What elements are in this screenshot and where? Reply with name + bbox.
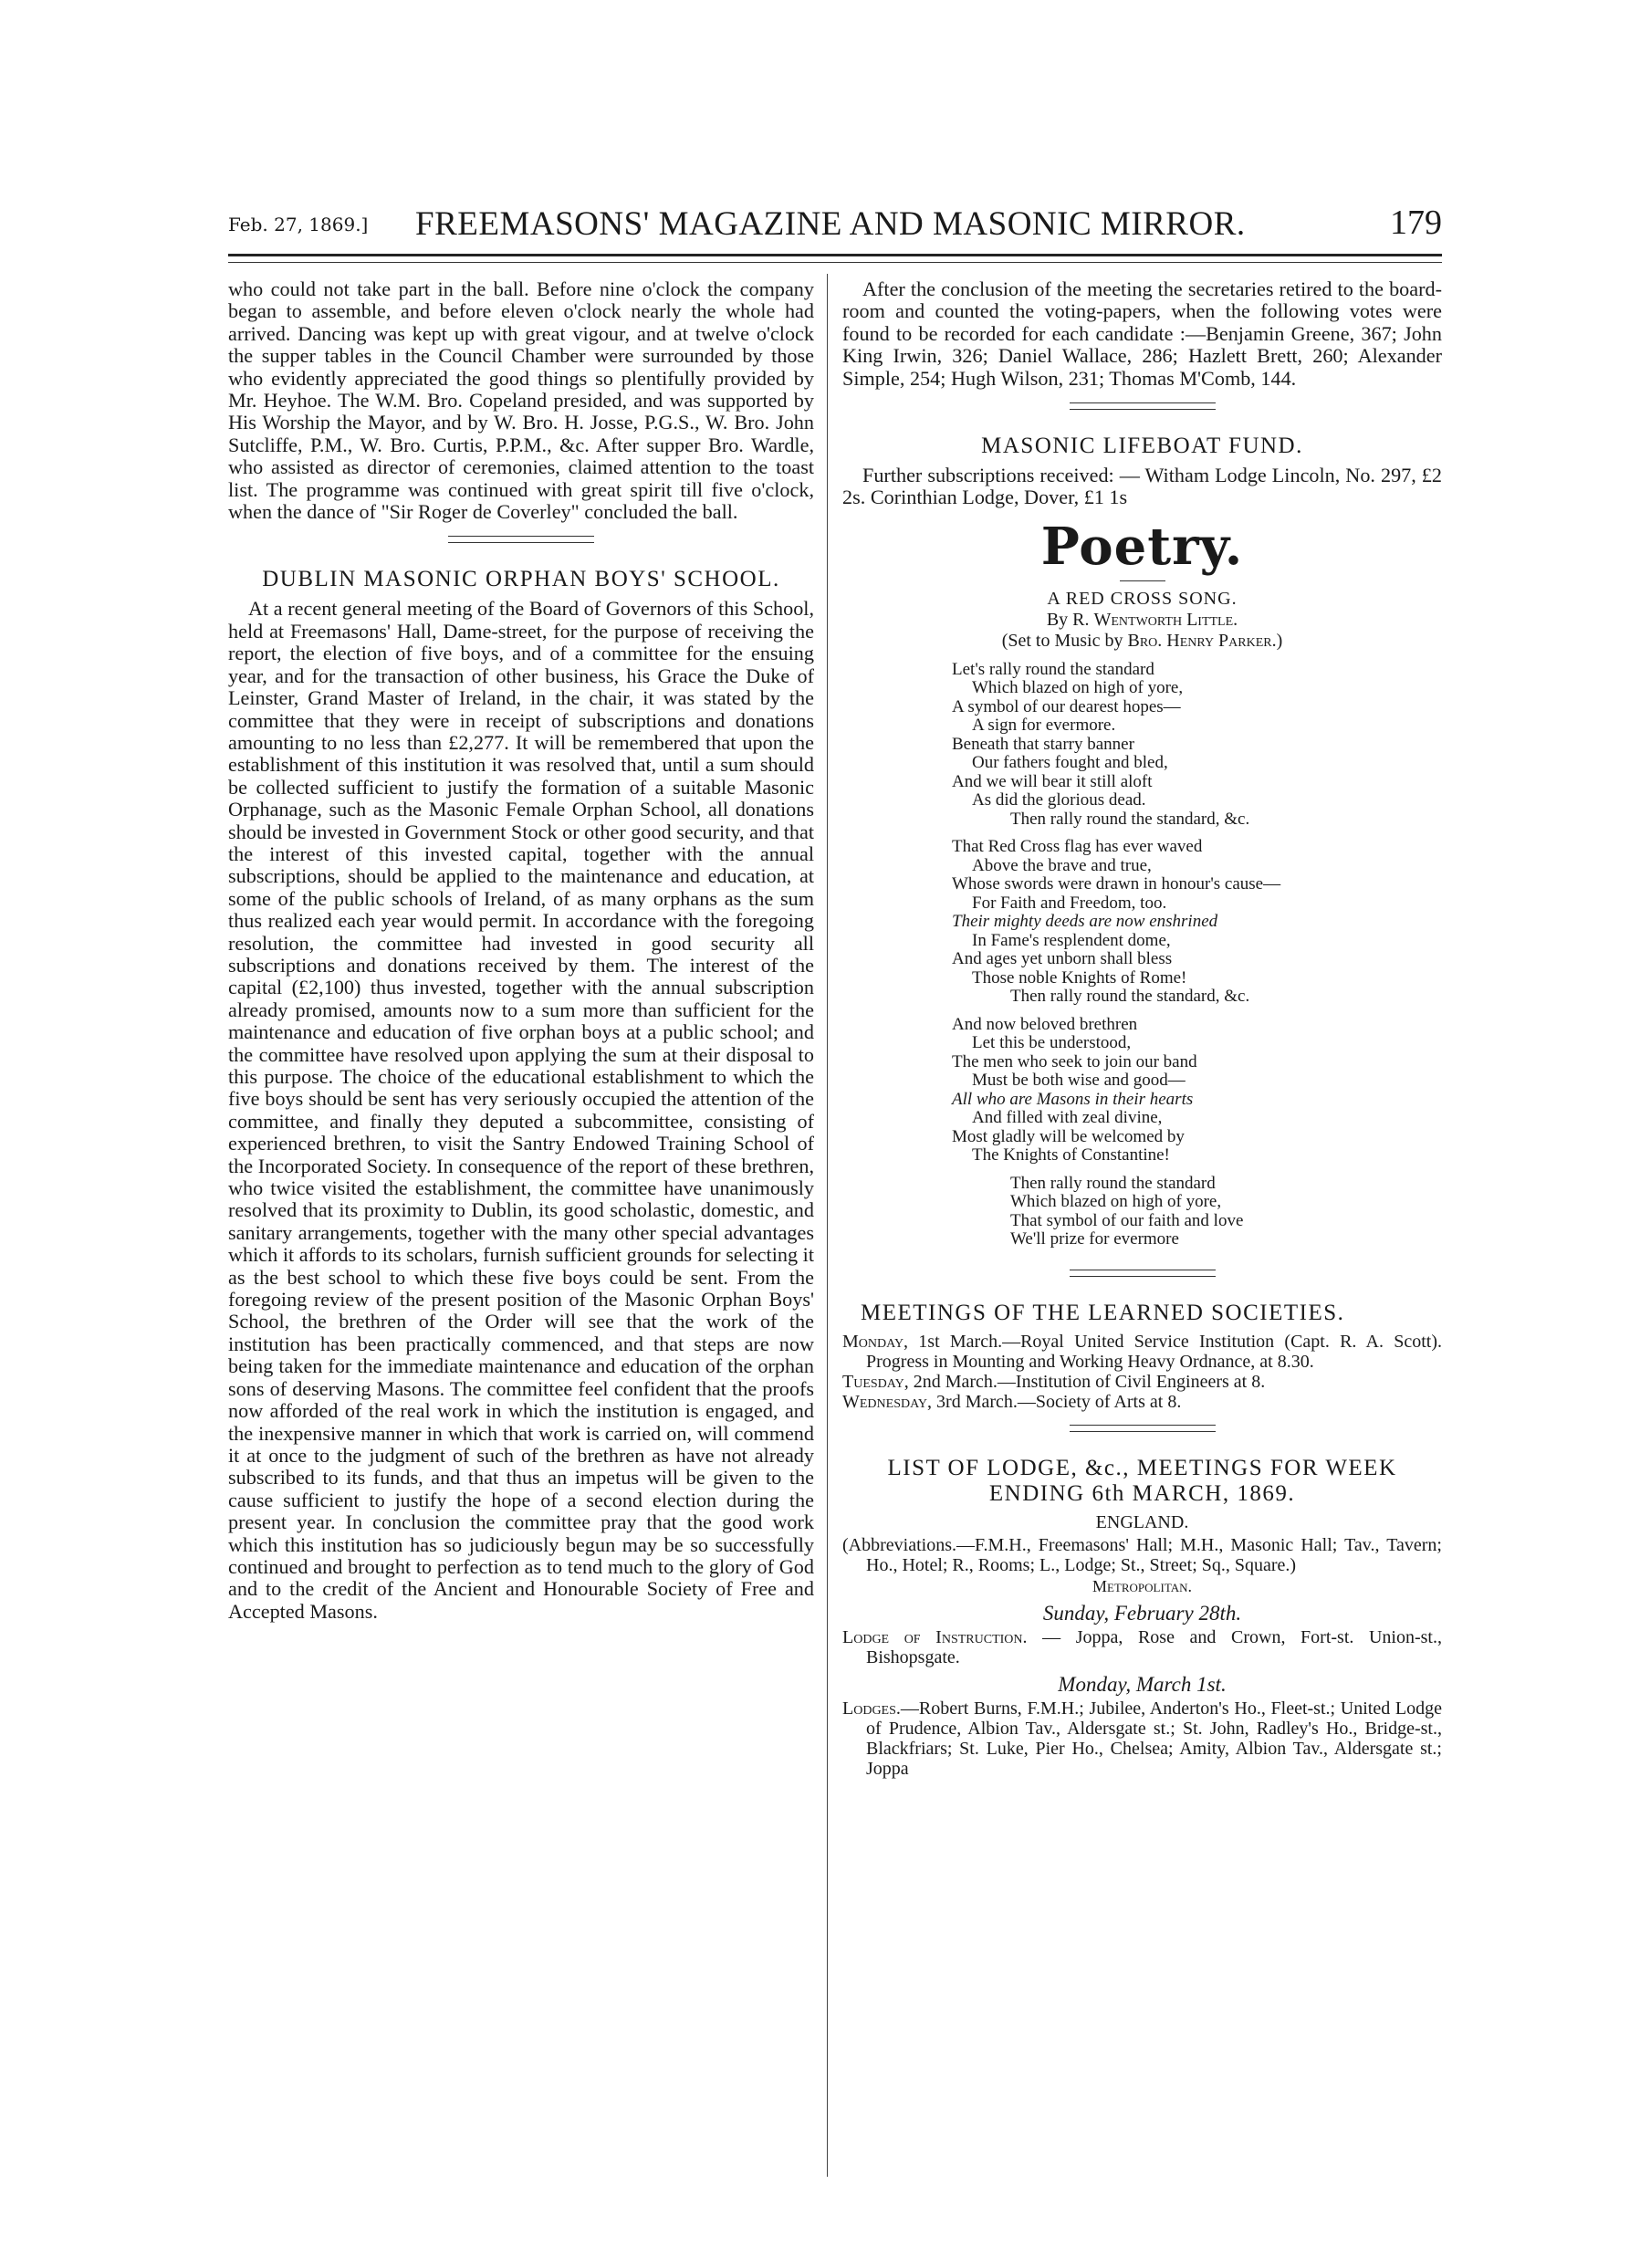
poem-line: Let this be understood, <box>972 1033 1132 1053</box>
society-text: 3rd March.—Society of Arts at 8. <box>936 1391 1182 1412</box>
lifeboat-heading: MASONIC LIFEBOAT FUND. <box>981 434 1303 459</box>
section-separator <box>1070 1425 1216 1432</box>
column-divider <box>827 274 828 2177</box>
header-rule-thick <box>228 254 1442 256</box>
chorus-line: Then rally round the standard, &c. <box>1010 809 1250 829</box>
society-day: Monday, <box>842 1331 909 1352</box>
poem-line: All who are Masons in their hearts <box>952 1089 1194 1109</box>
society-day: Wednesday, <box>842 1391 933 1412</box>
poem-line: For Faith and Freedom, too. <box>972 893 1167 913</box>
stanza-3 <box>952 1016 1442 1165</box>
chorus-line: Which blazed on high of yore, <box>1010 1192 1222 1212</box>
poem-line: A symbol of our dearest hopes— <box>952 696 1181 716</box>
metropolitan-heading: Metropolitan. <box>1092 1576 1192 1595</box>
monday-heading: Monday, March 1st. <box>1058 1672 1227 1696</box>
poem-line: Let's rally round the standard <box>952 659 1154 679</box>
instruction-entry <box>842 1627 1442 1667</box>
ball-paragraph: who could not take part in the ball. Before nine o'clock the company began to assemble, and before eleven o'clock nearly the whole had arrived. Dancing was kept up with great vigour, and at twelve o'clock the supper tables in the Council Chamber were surrounded by those who evidently appreciated the good things so plentifully provided by Mr. Heyhoe. The W.M. Bro. Copeland presided, and was supported by His Worship the Mayor, and by W. Bro. H. Josse, P.G.S., W. Bro. John Sutcliffe, P.M., W. Bro. Curtis, P.P.M., &c. After supper Bro. Wardle, who assisted as director of ceremonies, claimed attention to the toast list. The programme was continued with great spirit till five o'clock, when the dance of "Sir Roger de Coverley" concluded the ball. <box>228 277 814 524</box>
header-rule-thin <box>228 262 1442 263</box>
stanza-1 <box>952 661 1442 830</box>
society-text: 2nd March.—Institution of Civil Engineers at 8. <box>913 1371 1266 1392</box>
lodges-text: —Robert Burns, F.M.H.; Jubilee, Anderton's Ho., Fleet-st.; United Lodge of Prudence, Albion Tav., Aldersgate st.; St. John, Radley's Ho., Bridge-st., Blackfriars; St. Luke, Pier Ho., Chelsea; Amity, Albion Tav., Aldersgate st.; Joppa <box>866 1698 1442 1779</box>
lodges-entry <box>842 1698 1442 1779</box>
stanza-2 <box>952 838 1442 1007</box>
poem-line: Their mighty deeds are now enshrined <box>952 912 1218 932</box>
poem-line: Must be both wise and good— <box>972 1071 1186 1091</box>
section-separator <box>448 536 594 543</box>
instruction-text: — Joppa, Rose and Crown, Fort-st. Union-st., Bishopsgate. <box>866 1626 1442 1667</box>
societies-heading: MEETINGS OF THE LEARNED SOCIETIES. <box>861 1300 1345 1325</box>
society-day: Tuesday, <box>842 1371 909 1392</box>
instruction-label: Lodge of Instruction. <box>842 1626 1028 1647</box>
poem <box>842 661 1442 1249</box>
page-header <box>228 199 1442 248</box>
poem-line: A sign for evermore. <box>972 716 1116 736</box>
right-column <box>842 278 1442 1779</box>
poem-line: As did the glorious dead. <box>972 790 1146 810</box>
poem-line: The men who seek to join our band <box>952 1051 1197 1071</box>
chorus-line: Then rally round the standard <box>1010 1173 1216 1193</box>
poem-line: Which blazed on high of yore, <box>972 678 1184 698</box>
page-number: 179 <box>1390 204 1442 242</box>
poem-line: In Fame's resplendent dome, <box>972 930 1171 950</box>
left-column <box>228 278 814 1623</box>
society-entry <box>842 1372 1442 1392</box>
chorus-line: That symbol of our faith and love <box>1010 1210 1244 1230</box>
poetry-rule <box>1120 580 1165 581</box>
final-chorus <box>952 1175 1442 1249</box>
dublin-heading: DUBLIN MASONIC ORPHAN BOYS' SCHOOL. <box>262 567 780 592</box>
poetry-title: Poetry. <box>1040 516 1244 577</box>
poem-line: The Knights of Constantine! <box>972 1145 1170 1165</box>
lodges-label: Lodges. <box>842 1698 901 1719</box>
poem-line: And ages yet unborn shall bless <box>952 949 1173 969</box>
england-heading: ENGLAND. <box>1095 1511 1189 1532</box>
poem-line: That Red Cross flag has ever waved <box>952 837 1203 857</box>
lifeboat-paragraph <box>842 465 1442 509</box>
votes-text: After the conclusion of the meeting the secretaries retired to the board-room and counted the voting-papers, when the following votes were found to be recorded for each candidate :—Benjamin Greene, 367; John King Irwin, 326; Daniel Wallace, 286; Hazlett Brett, 260; Alexander Simple, 254; Hugh Wilson, 231; Thomas M'Comb, 144. <box>842 277 1442 390</box>
song-byline <box>842 610 1442 631</box>
poem-line: And now beloved brethren <box>952 1014 1138 1034</box>
song-setting <box>842 631 1442 652</box>
poem-line: Above the brave and true, <box>972 855 1152 875</box>
dublin-paragraph <box>228 598 814 1623</box>
byline-author: Wentworth Little. <box>1093 609 1238 630</box>
byline-prefix: By R. <box>1046 609 1090 630</box>
abbreviations: (Abbreviations.—F.M.H., Freemasons' Hall; M.H., Masonic Hall; Tav., Tavern; Ho., Hotel; R., Rooms; L., Lodge; St., Street; Sq., Square.) <box>842 1534 1442 1575</box>
society-entry <box>842 1332 1442 1372</box>
setting-prefix: (Set to Music by <box>1001 630 1123 651</box>
setting-composer: Bro. Henry Parker.) <box>1127 630 1283 651</box>
sunday-heading: Sunday, February 28th. <box>1042 1601 1242 1625</box>
poem-line: Whose swords were drawn in honour's cause— <box>952 874 1281 894</box>
header-date: Feb. 27, 1869.] <box>228 214 369 235</box>
lodge-heading: LIST OF LODGE, &c., MEETINGS FOR WEEK ENDING 6th MARCH, 1869. <box>887 1455 1397 1506</box>
poem-line: Most gladly will be welcomed by <box>952 1126 1185 1146</box>
society-entry <box>842 1392 1442 1412</box>
dublin-text: At a recent general meeting of the Board of Governors of this School, held at Freemasons' Hall, Dame-street, for the purpose of receiving the report, the election of five boys, and of a committee for the ensuing year, and for the transaction of other business, his Grace the Duke of Leinster, Grand Master of Ireland, in the chair, it was stated by the committee that they were in receipt of subscriptions and donations amounting to no less than £2,277. It will be remembered that upon the establishment of this institution it was resolved that, until a sum should be collected sufficient to justify the formation of a suitable Masonic Orphanage, such as the Masonic Female Orphan School, all donations should be invested in Government Stock or other good security, and that the interest of this invested capital, together with the annual subscriptions, should be applied to the maintenance and education, at some of the public schools of Ireland, of as many orphans as the sum thus realized each year would permit. In accordance with the foregoing resolution, the committee had invested in good security all subscriptions and donations received by them. The interest of the capital (£2,100) thus invested, together with the annual subscription already promised, amounts now to a sum more than sufficient for the maintenance and education of five orphan boys at a public school; and the committee have resolved upon applying the sum at their disposal to this purpose. The choice of the educational establishment to which the five boys should be sent has very seriously occupied the attention of the committee, and finally they deputed a subcommittee, consisting of experienced brethren, to visit the Santry Endowed Training School of the Incorporated Society. In consequence of the report of these brethren, who twice visited the establishment, the committee have unanimously resolved that its proximity to Dublin, its good scholastic, domestic, and sanitary arrangements, together with the many other special advantages which it affords to its scholars, furnish sufficient grounds for selecting it as the best school to which these five boys could be sent. From the foregoing review of the present position of the Masonic Orphan Boys' School, the brethren of the Order will see that the work of the institution has been practically commenced, and that steps are now being taken for the immediate maintenance and education of the orphan sons of deserving Masons. The committee feel confident that the proofs now afforded of the real work in which the institution is engaged, and the inexpensive manner in which that work is carried on, will commend it at once to the judgment of such of the brethren as have not already subscribed to its funds, and that thus an impetus will be given to the cause sufficient to justify the hope of a second election during the present year. In conclusion the committee pray that the good work which this institution has so judiciously begun may be so successfully continued and brought to perfection as to tend much to the glory of God and to the credit of the Ancient and Honourable Society of Free and Accepted Masons. <box>228 597 814 1623</box>
poem-line: Our fathers fought and bled, <box>972 753 1168 773</box>
section-separator <box>1070 1270 1216 1277</box>
votes-paragraph <box>842 278 1442 390</box>
poem-line: Those noble Knights of Rome! <box>972 967 1187 988</box>
header-title: FREEMASONS' MAGAZINE AND MASONIC MIRROR. <box>415 205 1246 243</box>
poem-line: And we will bear it still aloft <box>952 771 1153 791</box>
society-text: 1st March.—Royal United Service Institution (Capt. R. A. Scott). Progress in Mounting and Working Heavy Ordnance, at 8.30. <box>866 1331 1442 1372</box>
poem-line: And filled with zeal divine, <box>972 1108 1163 1128</box>
chorus-line: Then rally round the standard, &c. <box>1010 987 1250 1007</box>
poem-line: Beneath that starry banner <box>952 734 1134 754</box>
section-separator <box>1070 402 1216 410</box>
song-title: A RED CROSS SONG. <box>1047 588 1238 609</box>
lifeboat-text: Further subscriptions received: — Witham Lodge Lincoln, No. 297, £2 2s. Corinthian Lodge, Dover, £1 1s <box>842 464 1442 509</box>
chorus-line: We'll prize for evermore <box>1010 1229 1179 1249</box>
